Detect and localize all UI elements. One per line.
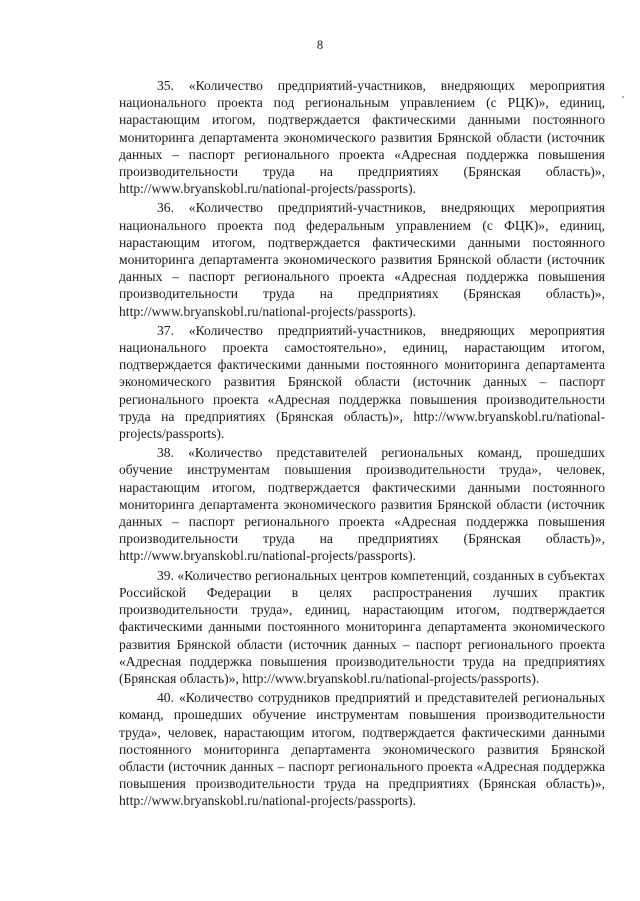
paragraph-36: 36. «Количество предприятий-участников, внедряющих мероприятия национального проекта под федеральным управлением (с ФЦК)», единиц, нарастающим итогом, подтверждается фактическими данными постоянного мониторинга департамента экономического развития Брянской области (источник данных – паспорт регионального проекта «Адресная поддержка повышения производительности труда на предприятиях (Брянская область)», http://www.bryanskobl.ru/national-projects/passports). — [119, 200, 605, 319]
paragraph-35: 35. «Количество предприятий-участников, внедряющих мероприятия национального проекта под региональным управлением (с РЦК)», единиц, нарастающим итогом, подтверждается фактическими данными постоянного мониторинга департамента экономического развития Брянской области (источник данных – паспорт регионального проекта «Адресная поддержка повышения производительности труда на предприятиях (Брянская область)», http://www.bryanskobl.ru/national-projects/passports). — [119, 78, 605, 197]
paragraph-37: 37. «Количество предприятий-участников, внедряющих мероприятия национального проекта самостоятельно», единиц, нарастающим итогом, подтверждается фактическими данными постоянного мониторинга департамента экономического развития Брянской области (источник данных – паспорт регионального проекта «Адресная поддержка повышения производительности труда на предприятиях (Брянская область)», http://www.bryanskobl.ru/national-projects/passports). — [119, 322, 605, 442]
scan-speck — [622, 96, 624, 98]
page-number: 8 — [316, 38, 324, 52]
paragraph-38: 38. «Количество представителей региональных команд, прошедших обучение инструментам повышения производительности труда», человек, нарастающим итогом, подтверждается фактическими данными постоянного мониторинга департамента экономического развития Брянской области (источник данных – паспорт регионального проекта «Адресная поддержка повышения производительности труда на предприятиях (Брянская область)», http://www.bryanskobl.ru/national-projects/passports). — [119, 445, 605, 564]
paragraph-40: 40. «Количество сотрудников предприятий и представителей региональных команд, прошедших обучение инструментам повышения производительности труда», человек, нарастающим итогом, подтверждается фактическими данными постоянного мониторинга департамента экономического развития Брянской области (источник данных – паспорт регионального проекта «Адресная поддержка повышения производительности труда на предприятиях (Брянская область)», http://www.bryanskobl.ru/national-projects/passports). — [119, 690, 605, 809]
paragraph-39: 39. «Количество региональных центров компетенций, созданных в субъектах Российской Федерации в целях распространения лучших практик производительности труда», единиц, нарастающим итогом, подтверждается фактическими данными постоянного мониторинга департамента экономического развития Брянской области (источник данных – паспорт регионального проекта «Адресная поддержка повышения производительности труда на предприятиях (Брянская область)», http://www.bryanskobl.ru/national-projects/passports). — [119, 567, 605, 686]
document-body — [119, 77, 605, 812]
